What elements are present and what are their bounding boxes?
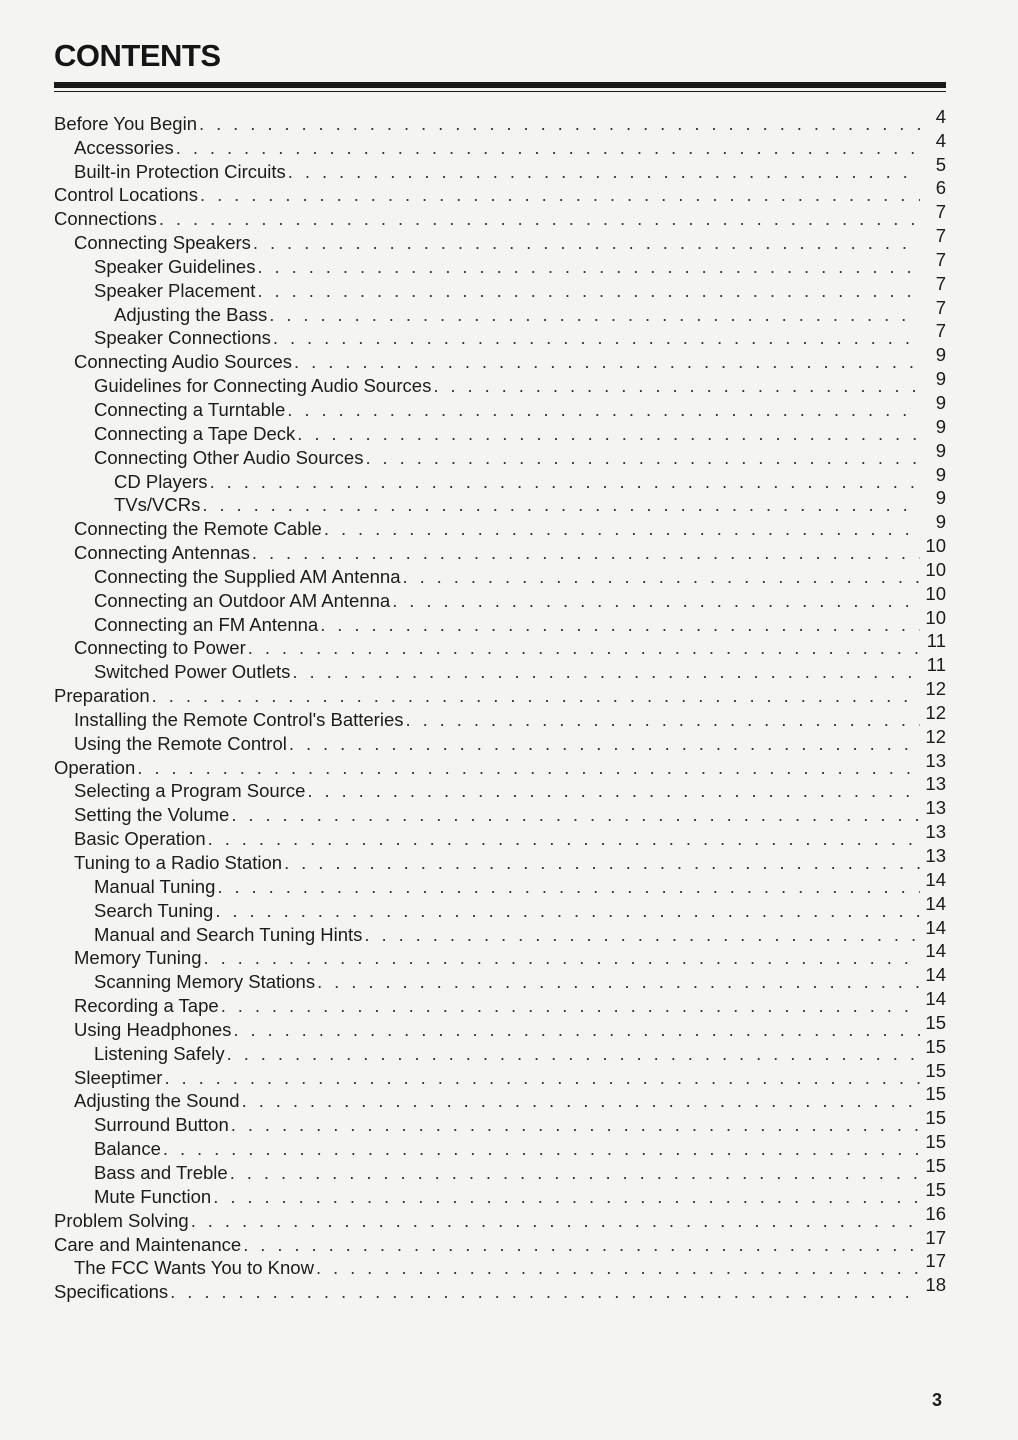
- toc-entry-title: Recording a Tape: [74, 995, 219, 1017]
- toc-entry-title: Speaker Guidelines: [94, 255, 256, 277]
- toc-entry: [54, 344, 946, 373]
- dot-leader: [273, 327, 920, 349]
- toc-entry-title: Operation: [54, 756, 136, 778]
- toc-entry: [54, 892, 946, 922]
- toc-entry: [54, 1131, 946, 1160]
- toc-entry-page: 14: [925, 964, 946, 986]
- toc-entry-title: Connecting Other Audio Sources: [94, 446, 364, 468]
- toc-entry: [54, 797, 946, 826]
- dot-leader: [231, 804, 920, 826]
- page-number: 3: [932, 1390, 943, 1410]
- toc-entry-title: Basic Operation: [74, 828, 206, 850]
- toc-entry: [54, 1154, 946, 1184]
- toc-entry: [54, 1011, 946, 1041]
- toc-entry-page: 9: [935, 487, 946, 509]
- dot-leader: [210, 471, 920, 493]
- toc-entry: [54, 105, 946, 135]
- dot-leader: [252, 542, 920, 564]
- toc-entry-page: 15: [925, 1083, 946, 1105]
- toc-entry-page: 14: [925, 916, 946, 938]
- toc-entry: [54, 558, 946, 588]
- toc-entry-title: Installing the Remote Control's Batteries: [74, 708, 404, 730]
- toc-entry: [54, 1035, 946, 1065]
- toc-entry-page: 4: [935, 105, 946, 127]
- toc-entry-page: 7: [935, 225, 946, 247]
- toc-entry-page: 16: [925, 1202, 946, 1224]
- toc-entry: [54, 654, 946, 683]
- toc-entry: [54, 1274, 946, 1303]
- toc-entry-page: 10: [925, 535, 946, 557]
- toc-entry-title: Connecting the Remote Cable: [74, 518, 322, 540]
- dot-leader: [297, 423, 920, 445]
- toc-entry-title: Memory Tuning: [74, 947, 202, 969]
- toc-entry: [54, 439, 946, 469]
- toc-entry-title: Bass and Treble: [94, 1161, 228, 1183]
- dot-leader: [200, 184, 920, 206]
- dot-leader: [152, 685, 920, 707]
- toc-entry-page: 11: [926, 654, 946, 676]
- toc-entry-page: 13: [925, 749, 946, 771]
- dot-leader: [137, 757, 920, 779]
- dot-leader: [215, 900, 920, 922]
- toc-entry-page: 15: [925, 1059, 946, 1081]
- toc-entry: [54, 1083, 946, 1113]
- dot-leader: [243, 1234, 920, 1256]
- dot-leader: [230, 1162, 920, 1184]
- toc-entry: [54, 1178, 946, 1208]
- toc-entry-title: Connecting Antennas: [74, 542, 250, 564]
- toc-entry-page: 15: [925, 1035, 946, 1057]
- toc-entry-title: Switched Power Outlets: [94, 661, 291, 683]
- toc-entry-page: 9: [935, 415, 946, 437]
- toc-entry-page: 13: [925, 821, 946, 843]
- toc-entry: [54, 511, 946, 540]
- dot-leader: [231, 1114, 920, 1136]
- dot-leader: [320, 614, 920, 636]
- dot-leader: [392, 590, 920, 612]
- toc-entry: [54, 988, 946, 1017]
- dot-leader: [217, 876, 920, 898]
- dot-leader: [307, 780, 920, 802]
- toc-entry: [54, 487, 946, 517]
- toc-entry: [54, 296, 946, 326]
- toc-entry: [54, 678, 946, 707]
- dot-leader: [176, 137, 920, 159]
- dot-leader: [364, 924, 920, 946]
- toc-entry: [54, 916, 946, 946]
- toc-entry-page: 10: [925, 606, 946, 628]
- dot-leader: [289, 733, 920, 755]
- toc-entry: [54, 1226, 946, 1256]
- dot-leader: [257, 280, 920, 302]
- toc-entry: [54, 153, 946, 183]
- toc-entry-page: 15: [925, 1131, 946, 1153]
- toc-entry-title: Listening Safely: [94, 1042, 225, 1064]
- toc-entry-page: 12: [925, 701, 946, 723]
- toc-entry-title: Connecting to Power: [74, 637, 246, 659]
- toc-entry-page: 14: [925, 940, 946, 962]
- toc-entry-title: Connecting a Tape Deck: [94, 422, 296, 444]
- dot-leader: [208, 828, 920, 850]
- table-of-contents: [54, 105, 946, 1303]
- toc-entry-title: Before You Begin: [54, 112, 197, 134]
- dot-leader: [284, 852, 920, 874]
- toc-entry-page: 13: [925, 773, 946, 795]
- toc-entry-title: Speaker Connections: [94, 327, 271, 349]
- toc-entry-page: 9: [935, 344, 946, 366]
- toc-entry: [54, 845, 946, 874]
- toc-entry: [54, 701, 946, 731]
- toc-entry-title: Care and Maintenance: [54, 1233, 242, 1255]
- toc-entry: [54, 248, 946, 278]
- toc-entry-page: 17: [925, 1250, 946, 1272]
- toc-entry: [54, 177, 946, 207]
- toc-entry-title: CD Players: [114, 470, 208, 492]
- dot-leader: [433, 375, 920, 397]
- toc-entry-page: 12: [925, 725, 946, 747]
- toc-entry-page: 7: [935, 201, 946, 223]
- toc-entry: [54, 1250, 946, 1280]
- toc-entry-title: Accessories: [74, 136, 174, 158]
- dot-leader: [324, 518, 920, 540]
- toc-entry-title: Connecting an FM Antenna: [94, 613, 319, 635]
- dot-leader: [294, 351, 920, 373]
- toc-entry-title: Using Headphones: [74, 1018, 232, 1040]
- toc-entry-title: Search Tuning: [94, 899, 214, 921]
- toc-entry: [54, 535, 946, 564]
- toc-entry: [54, 415, 946, 445]
- toc-entry: [54, 1202, 946, 1232]
- toc-entry-title: Connections: [54, 208, 157, 230]
- toc-entry-page: 15: [925, 1154, 946, 1176]
- toc-entry-title: Setting the Volume: [74, 804, 230, 826]
- toc-entry-title: Adjusting the Sound: [74, 1090, 240, 1112]
- dot-leader: [163, 1138, 920, 1160]
- toc-entry: [54, 201, 946, 230]
- dot-leader: [221, 995, 920, 1017]
- toc-entry-page: 7: [935, 248, 946, 270]
- dot-leader: [257, 256, 920, 278]
- dot-leader: [213, 1186, 920, 1208]
- dot-leader: [292, 661, 920, 683]
- title-rule: [54, 82, 946, 92]
- dot-leader: [248, 637, 920, 659]
- dot-leader: [191, 1210, 920, 1232]
- toc-entry-title: Connecting a Turntable: [94, 398, 286, 420]
- toc-entry-title: Manual Tuning: [94, 875, 216, 897]
- toc-entry-page: 17: [925, 1226, 946, 1248]
- toc-entry-page: 12: [925, 678, 946, 700]
- dot-leader: [269, 304, 920, 326]
- toc-entry-title: Adjusting the Bass: [114, 303, 268, 325]
- toc-entry: [54, 225, 946, 254]
- toc-entry-page: 15: [925, 1107, 946, 1129]
- dot-leader: [199, 113, 920, 135]
- toc-entry-title: Problem Solving: [54, 1209, 189, 1231]
- toc-entry-page: 18: [925, 1274, 946, 1296]
- toc-entry-title: Specifications: [54, 1281, 169, 1303]
- toc-entry-title: Using the Remote Control: [74, 732, 287, 754]
- toc-entry-page: 15: [925, 1178, 946, 1200]
- toc-entry: [54, 725, 946, 755]
- toc-entry-page: 13: [925, 845, 946, 866]
- dot-leader: [287, 399, 920, 421]
- toc-entry-title: Surround Button: [94, 1114, 229, 1136]
- toc-entry: [54, 1107, 946, 1136]
- toc-entry: [54, 868, 946, 898]
- toc-entry-title: The FCC Wants You to Know: [74, 1257, 314, 1279]
- toc-entry-title: Connecting Speakers: [74, 232, 251, 254]
- toc-entry: [54, 964, 946, 993]
- dot-leader: [242, 1090, 920, 1112]
- dot-leader: [365, 447, 920, 469]
- toc-entry-title: Sleeptimer: [74, 1066, 163, 1088]
- toc-entry-title: Built-in Protection Circuits: [74, 160, 286, 182]
- toc-entry-title: TVs/VCRs: [114, 494, 201, 516]
- toc-entry-page: 14: [925, 868, 946, 890]
- toc-entry: [54, 368, 946, 397]
- toc-entry-page: 9: [935, 368, 946, 390]
- dot-leader: [288, 161, 920, 183]
- toc-entry-title: Control Locations: [54, 184, 198, 206]
- toc-entry-page: 9: [935, 439, 946, 461]
- toc-entry-title: Connecting an Outdoor AM Antenna: [94, 589, 391, 611]
- toc-entry: [54, 606, 946, 636]
- toc-entry-title: Connecting Audio Sources: [74, 351, 293, 373]
- toc-entry-page: 13: [925, 797, 946, 819]
- toc-entry-page: 9: [935, 391, 946, 413]
- toc-entry: [54, 1059, 946, 1089]
- dot-leader: [233, 1019, 920, 1041]
- toc-entry-page: 10: [925, 582, 946, 604]
- toc-entry-title: Connecting the Supplied AM Antenna: [94, 565, 401, 587]
- toc-entry: [54, 773, 946, 803]
- toc-entry-title: Balance: [94, 1138, 161, 1160]
- toc-entry-page: 4: [935, 129, 946, 151]
- toc-entry: [54, 630, 946, 660]
- dot-leader: [227, 1043, 920, 1065]
- toc-entry-page: 7: [935, 272, 946, 294]
- toc-entry: [54, 129, 946, 159]
- toc-entry-page: 15: [925, 1011, 946, 1033]
- toc-entry: [54, 320, 946, 350]
- toc-entry-page: 6: [935, 177, 946, 199]
- toc-entry-title: Scanning Memory Stations: [94, 971, 316, 993]
- toc-entry: [54, 749, 946, 779]
- toc-entry-title: Selecting a Program Source: [74, 780, 306, 802]
- toc-entry-page: 11: [926, 630, 946, 652]
- toc-entry-title: Preparation: [54, 685, 150, 707]
- toc-entry-page: 9: [935, 511, 946, 533]
- toc-entry-title: Mute Function: [94, 1185, 212, 1207]
- dot-leader: [253, 232, 920, 254]
- toc-entry-page: 10: [925, 558, 946, 580]
- toc-entry-page: 14: [925, 988, 946, 1010]
- dot-leader: [317, 971, 920, 993]
- toc-entry-page: 7: [935, 320, 946, 342]
- dot-leader: [164, 1067, 920, 1089]
- dot-leader: [159, 208, 920, 230]
- toc-entry: [54, 940, 946, 970]
- toc-entry-title: Speaker Placement: [94, 279, 256, 301]
- page-title: CONTENTS: [54, 38, 221, 73]
- toc-entry: [54, 582, 946, 612]
- toc-entry: [54, 272, 946, 302]
- dot-leader: [316, 1257, 920, 1279]
- dot-leader: [202, 494, 920, 516]
- dot-leader: [403, 566, 920, 588]
- dot-leader: [406, 709, 921, 731]
- toc-entry-page: 9: [935, 463, 946, 485]
- toc-entry-page: 5: [935, 153, 946, 175]
- toc-entry: [54, 463, 946, 493]
- toc-entry: [54, 391, 946, 421]
- toc-entry-title: Tuning to a Radio Station: [74, 852, 283, 873]
- toc-entry: [54, 821, 946, 850]
- toc-entry-page: 7: [935, 296, 946, 318]
- toc-entry-title: Guidelines for Connecting Audio Sources: [94, 375, 432, 397]
- dot-leader: [170, 1281, 920, 1303]
- toc-entry-page: 14: [925, 892, 946, 914]
- dot-leader: [204, 947, 921, 969]
- toc-entry-title: Manual and Search Tuning Hints: [94, 923, 363, 945]
